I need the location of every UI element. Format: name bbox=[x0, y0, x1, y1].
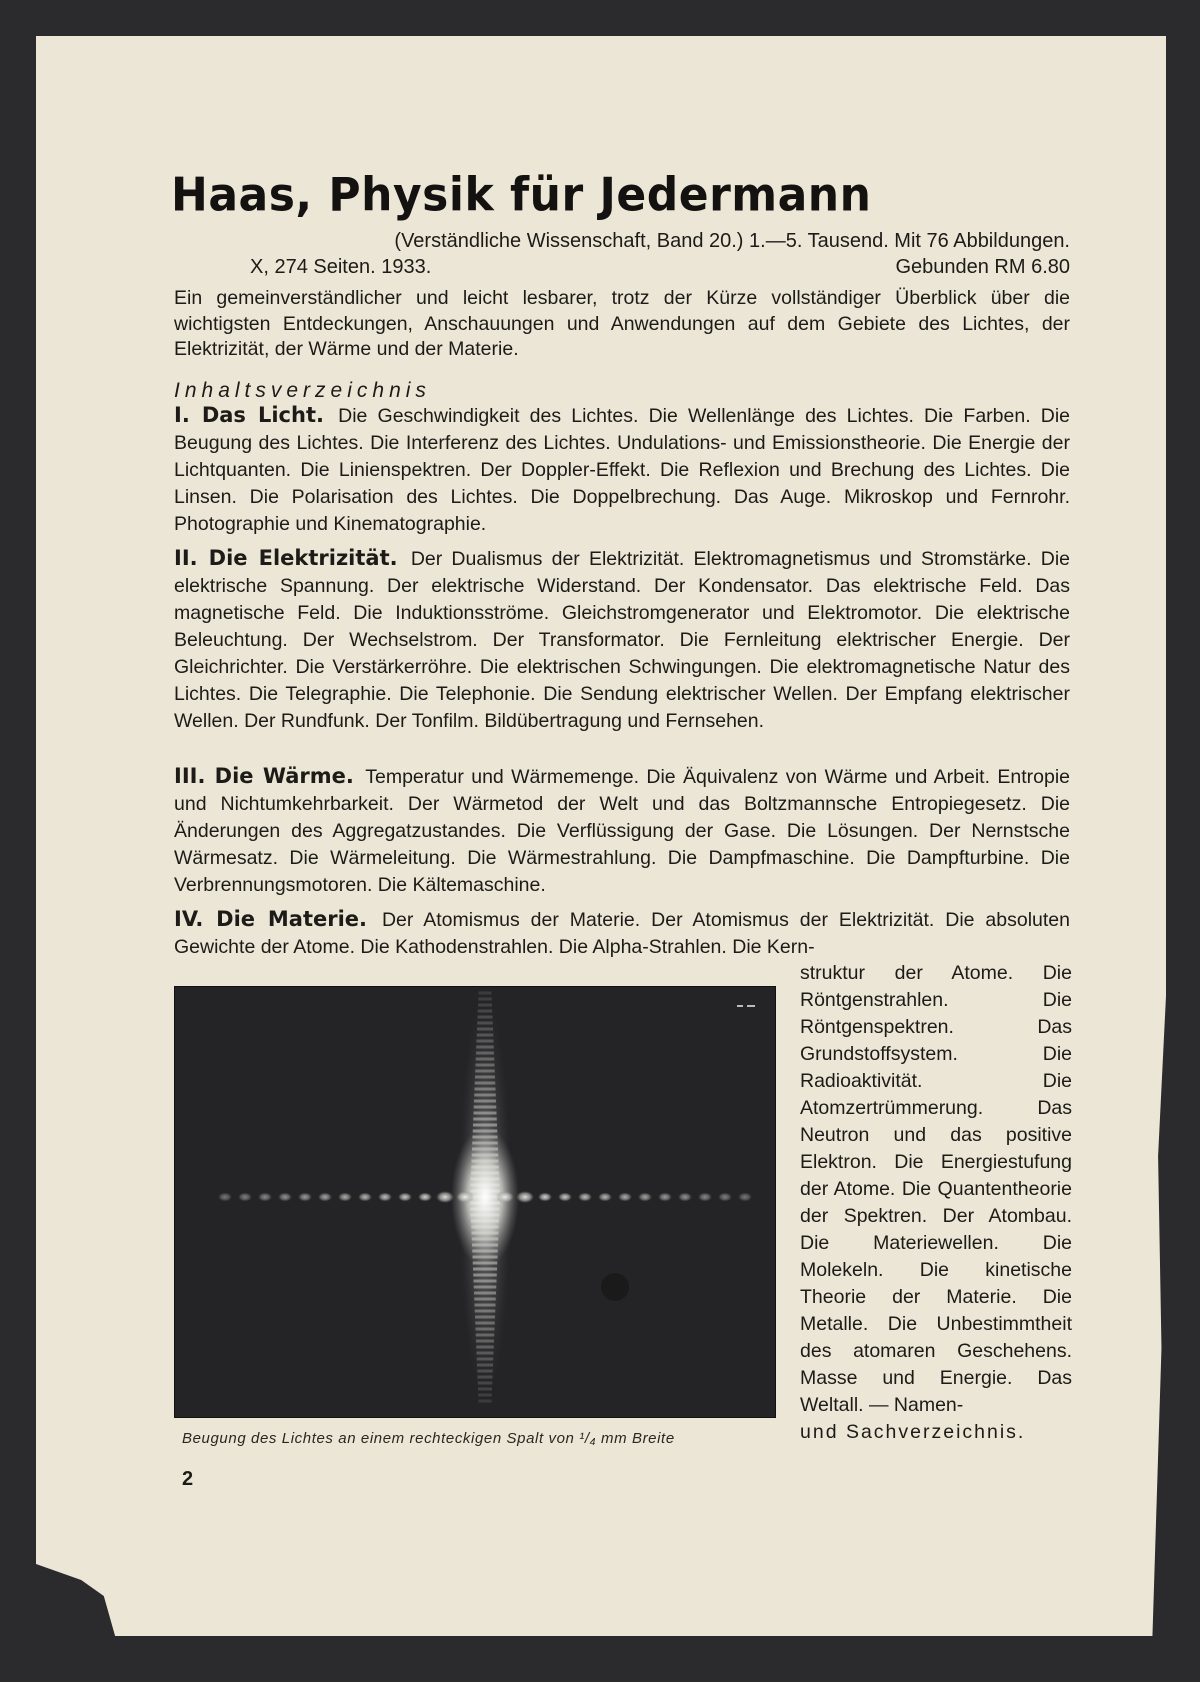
section-text: Die Geschwindigkeit des Lichtes. Die Wellenlänge des Lichtes. Die Farben. Die Beugung des Lichtes. Die Interferenz des Lichtes. Undulations- und Emissionstheorie. Die Energie der Lichtquanten. Die Linienspektren. Der Doppler-Effekt. Die Reflexion und Brechung des Lichtes. Die Linsen. Die Polarisation des Lichtes. Die Doppelbrechung. Das Auge. Mikroskop und Fernrohr. Photographie und Kinematographie. bbox=[174, 405, 1071, 535]
intro-paragraph: Ein gemeinverständlicher und leicht lesbarer, trotz der Kürze vollständiger Überblick über die wichtigsten Entdeckungen, Anschauungen und Anwendungen auf dem Gebiete des Lichtes, der Elektrizität, der Wärme und der Materie. bbox=[174, 287, 1070, 360]
section-text: Der Atomismus der Materie. Der Atomismus der Elektrizität. Die absoluten Gewichte der Atome. Die Kathodenstrahlen. Die Alpha-Strahlen. Die Kern- bbox=[174, 909, 1071, 958]
page-number: 2 bbox=[182, 1468, 194, 1490]
section-elektrizitaet bbox=[174, 545, 1070, 735]
book-title: Haas, Physik für Jedermann bbox=[171, 168, 872, 223]
section-materie-continued bbox=[800, 960, 1072, 1446]
price: Gebunden RM 6.80 bbox=[895, 256, 1070, 278]
wrap-text-end: und Sachverzeichnis. bbox=[800, 1421, 1026, 1443]
section-materie bbox=[174, 906, 1070, 961]
pages-year: X, 274 Seiten. 1933. bbox=[250, 256, 432, 278]
diffraction-photograph bbox=[174, 986, 776, 1418]
section-licht bbox=[174, 402, 1070, 538]
wrap-text: struktur der Atome. Die Röntgenstrahlen. Die Röntgenspektren. Das Grundstoffsystem. Die Radioaktivität. Die Atomzertrümmerung. Das Neutron und das positive Elektron. Die Energiestufung der Atome. Die Quantentheorie der Spektren. Der Atombau. Die Materiewellen. Die Molekeln. Die kinetische Theorie der Materie. Die Metalle. Die Unbestimmtheit des atomaren Geschehens. Masse und Energie. Das Weltall. — Namen- bbox=[800, 962, 1072, 1416]
section-text: Temperatur und Wärmemenge. Die Äquivalenz von Wärme und Arbeit. Entropie und Nichtumkehrbarkeit. Der Wärmetod der Welt und das Boltzmannsche Entropiegesetz. Die Änderungen des Aggregatzustandes. Die Verflüssigung der Gase. Die Lösungen. Der Nernstsche Wärmesatz. Die Wärmeleitung. Die Wärmestrahlung. Die Dampfmaschine. Die Dampfturbine. Die Verbrennungsmotoren. Die Kältemaschine. bbox=[174, 766, 1070, 896]
section-text: Der Dualismus der Elektrizität. Elektromagnetismus und Stromstärke. Die elektrische Spannung. Der elektrische Widerstand. Der Kondensator. Das elektrische Feld. Das magnetische Feld. Die Induktionsströme. Gleichstromgenerator und Elektromotor. Die elektrische Beleuchtung. Der Wechselstrom. Der Transformator. Die Fernleitung elektrischer Energie. Der Gleichrichter. Die Verstärkerröhre. Die elektrischen Schwingungen. Die elektromagnetische Natur des Lichtes. Die Telegraphie. Die Telephonie. Die Sendung elektrischer Wellen. Der Empfang elektrischer Wellen. Der Rundfunk. Der Tonfilm. Bildübertragung und Fernsehen. bbox=[174, 548, 1071, 732]
section-heading: III. Die Wärme. bbox=[174, 764, 354, 788]
series-volume-info: (Verständliche Wissenschaft, Band 20.) 1.—5. Tausend. Mit 76 Abbildungen. bbox=[394, 230, 1070, 252]
figure-caption: Beugung des Lichtes an einem rechteckigen Spalt von ¹/₄ mm Breite bbox=[182, 1430, 675, 1447]
toc-heading: Inhaltsverzeichnis bbox=[174, 379, 431, 402]
section-heading: II. Die Elektrizität. bbox=[174, 546, 398, 570]
section-heading: IV. Die Materie. bbox=[174, 907, 368, 931]
section-heading: I. Das Licht. bbox=[174, 403, 324, 427]
section-waerme bbox=[174, 763, 1070, 899]
